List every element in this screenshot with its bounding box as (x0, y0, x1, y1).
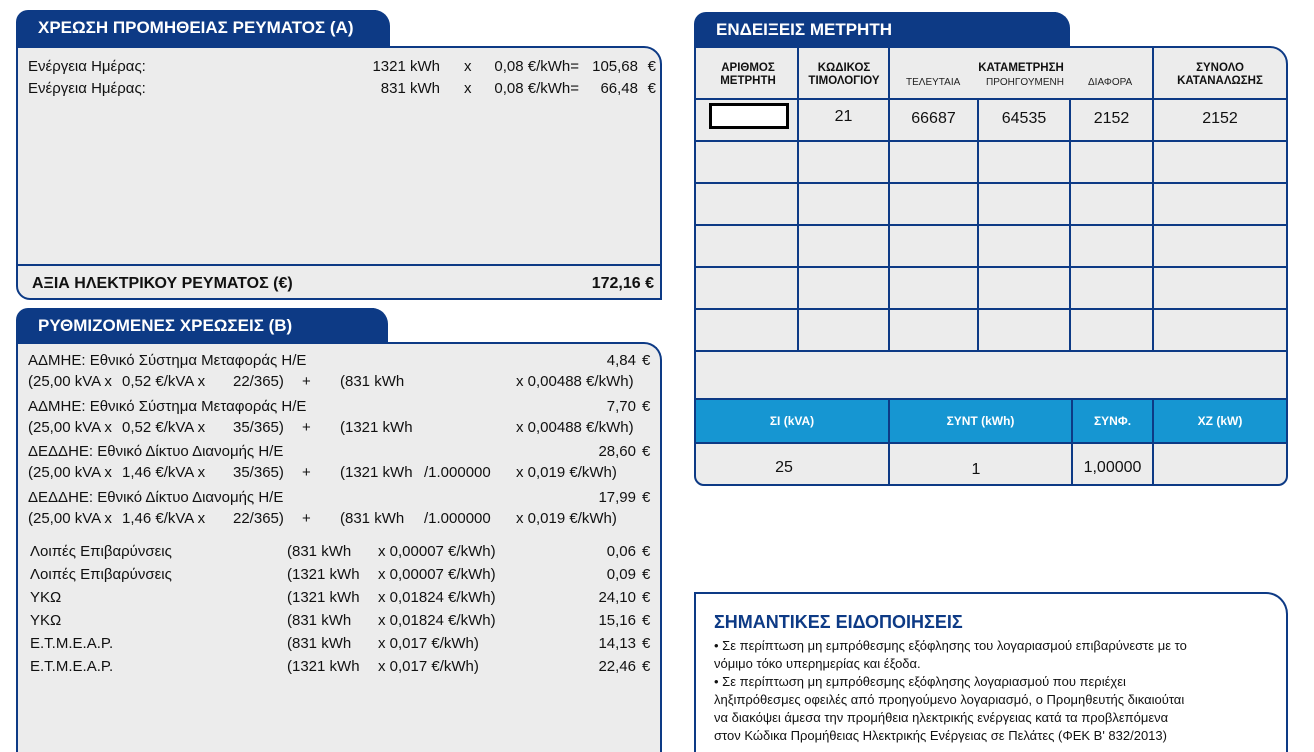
header-tariff-code: ΚΩΔΙΚΟΣ ΤΙΜΟΛΟΓΙΟΥ (808, 62, 880, 87)
grid-line (696, 98, 1286, 100)
other-currency: € (642, 543, 651, 560)
row-amount: 66,48 (600, 80, 638, 97)
group-plus: + (302, 464, 311, 481)
notices-title: ΣΗΜΑΝΤΙΚΕΣ ΕΙΔΟΠΟΙΗΣΕΙΣ (714, 612, 963, 632)
row-amount: 105,68 (592, 58, 638, 75)
grid-line (696, 398, 1286, 400)
panel-b-title (16, 308, 374, 344)
group-kwh: (1321 kWh (340, 419, 413, 436)
other-label: Ε.Τ.Μ.Ε.Α.Ρ. (30, 658, 114, 675)
other-amount: 24,10 (598, 589, 636, 606)
other-label: ΥΚΩ (30, 612, 62, 629)
grid-line (696, 350, 1286, 352)
group-kva: (25,00 kVA x (28, 373, 112, 390)
grid-line (977, 98, 979, 352)
row-currency: € (647, 80, 656, 97)
group-kwh: (1321 kWh (340, 464, 413, 481)
group-label: ΔΕΔΔΗΕ: Εθνικό Δίκτυο Διανομής Η/Ε (28, 489, 284, 506)
other-currency: € (642, 658, 651, 675)
header-difference: ΔΙΑΦΟΡΑ (1088, 77, 1133, 88)
grid-line (797, 48, 799, 352)
group-currency: € (642, 352, 651, 369)
meter-title (694, 12, 1056, 48)
other-kwh: (1321 kWh (287, 566, 360, 583)
other-label: Λοιπές Επιβαρύνσεις (30, 543, 172, 560)
group-kva-rate: 0,52 €/kVA x (122, 373, 206, 390)
panel-a-title (16, 10, 376, 46)
grid-line (1069, 98, 1071, 352)
other-rate: x 0,01824 €/kWh) (378, 589, 496, 606)
other-amount: 0,09 (606, 566, 636, 583)
cell-total: 2152 (1202, 110, 1238, 127)
group-kva-rate: 1,46 €/kVA x (122, 510, 206, 527)
row-rate: 0,08 €/kWh= (494, 80, 579, 97)
group-label: ΔΕΔΔΗΕ: Εθνικό Δίκτυο Διανομής Η/Ε (28, 443, 284, 460)
group-divisor: /1.000000 (424, 464, 491, 481)
group-days: 22/365) (233, 373, 284, 390)
other-kwh: (831 kWh (287, 635, 352, 652)
grid-line (696, 182, 1286, 184)
header-total-consumption: ΣΥΝΟΛΟ ΚΑΤΑΝΑΛΩΣΗΣ (1177, 62, 1263, 87)
total-value: 172,16 € (591, 275, 654, 292)
other-label: Λοιπές Επιβαρύνσεις (30, 566, 172, 583)
notice-line: • Σε περίπτωση μη εμπρόθεσμης εξόφλησης του λογαριασμού επιβαρύνεστε με το (714, 638, 1187, 653)
group-currency: € (642, 398, 651, 415)
cell-last-reading: 66687 (911, 110, 956, 127)
group-plus: + (302, 373, 311, 390)
row-x: x (464, 58, 472, 75)
other-rate: x 0,01824 €/kWh) (378, 612, 496, 629)
group-label: ΑΔΜΗΕ: Εθνικό Σύστημα Μεταφοράς Η/Ε (28, 398, 307, 415)
cell-tariff-code: 21 (834, 108, 853, 125)
group-kva: (25,00 kVA x (28, 510, 112, 527)
group-currency: € (642, 443, 651, 460)
cell-difference: 2152 (1093, 110, 1130, 127)
group-kva: (25,00 kVA x (28, 464, 112, 481)
redacted-meter-number (709, 103, 789, 129)
group-kwh-rate: x 0,00488 €/kWh) (516, 373, 634, 390)
other-kwh: (1321 kWh (287, 658, 360, 675)
notice-line: ληξιπρόθεσμες οφειλές από προηγούμενο λογαριασμό, ο Προμηθευτής δικαιούται (714, 692, 1185, 707)
group-amount: 4,84 (606, 352, 636, 369)
row-label: Ενέργεια Ημέρας: (28, 58, 146, 75)
row-currency: € (647, 58, 656, 75)
cell-previous-reading: 64535 (1001, 110, 1047, 127)
grid-line (696, 442, 1286, 444)
total-label: ΑΞΙΑ ΗΛΕΚΤΡΙΚΟΥ ΡΕΥΜΑΤΟΣ (€) (32, 275, 293, 292)
grid-line (696, 266, 1286, 268)
other-rate: x 0,017 €/kWh) (378, 635, 479, 652)
other-amount: 0,06 (606, 543, 636, 560)
other-amount: 22,46 (598, 658, 636, 675)
other-rate: x 0,017 €/kWh) (378, 658, 479, 675)
other-amount: 15,16 (598, 612, 636, 629)
cell-synf: 1,00000 (1083, 459, 1142, 476)
other-currency: € (642, 566, 651, 583)
other-rate: x 0,00007 €/kWh) (378, 566, 496, 583)
other-currency: € (642, 589, 651, 606)
other-rate: x 0,00007 €/kWh) (378, 543, 496, 560)
row-qty: 1321 kWh (372, 58, 440, 75)
grid-line (696, 308, 1286, 310)
meter-title-text: ΕΝΔΕΙΞΕΙΣ ΜΕΤΡΗΤΗ (716, 20, 892, 39)
header-previous: ΠΡΟΗΓΟΥΜΕΝΗ (986, 77, 1064, 88)
other-label: ΥΚΩ (30, 589, 62, 606)
group-currency: € (642, 489, 651, 506)
header-xz: ΧΖ (kW) (1197, 414, 1243, 428)
group-kwh: (831 kWh (340, 510, 405, 527)
group-kva-rate: 1,46 €/kVA x (122, 464, 206, 481)
group-divisor: /1.000000 (424, 510, 491, 527)
cell-si: 25 (775, 459, 793, 476)
header-synf: ΣΥΝΦ. (1093, 414, 1132, 428)
other-kwh: (1321 kWh (287, 589, 360, 606)
group-amount: 17,99 (598, 489, 636, 506)
other-currency: € (642, 612, 651, 629)
group-kwh-rate: x 0,019 €/kWh) (516, 510, 617, 527)
header-si: ΣΙ (kVA) (769, 414, 815, 428)
group-kva: (25,00 kVA x (28, 419, 112, 436)
row-x: x (464, 80, 472, 97)
header-synt: ΣΥΝΤ (kWh) (946, 414, 1015, 428)
group-kva-rate: 0,52 €/kVA x (122, 419, 206, 436)
panel-a-row (28, 57, 658, 77)
other-currency: € (642, 635, 651, 652)
header-reading: ΚΑΤΑΜΕΤΡΗΣΗ (978, 62, 1064, 74)
divider (18, 264, 660, 266)
other-kwh: (831 kWh (287, 612, 352, 629)
panel-a-row (28, 79, 658, 99)
header-meter-number: ΑΡΙΘΜΟΣ ΜΕΤΡΗΤΗ (720, 62, 776, 87)
row-rate: 0,08 €/kWh= (494, 58, 579, 75)
row-qty: 831 kWh (380, 80, 440, 97)
panel-a (16, 46, 662, 300)
notice-line: να διακόψει άμεσα την προμήθεια ηλεκτρικής ενέργειας κατά τα προβλεπόμενα (714, 710, 1169, 725)
grid-line (696, 140, 1286, 142)
group-kwh-rate: x 0,019 €/kWh) (516, 464, 617, 481)
group-kwh: (831 kWh (340, 373, 405, 390)
other-label: Ε.Τ.Μ.Ε.Α.Ρ. (30, 635, 114, 652)
grid-line (696, 224, 1286, 226)
panel-a-title-text: ΧΡΕΩΣΗ ΠΡΟΜΗΘΕΙΑΣ ΡΕΥΜΑΤΟΣ (Α) (38, 18, 354, 37)
header-last: ΤΕΛΕΥΤΑΙΑ (906, 77, 961, 88)
row-label: Ενέργεια Ημέρας: (28, 80, 146, 97)
group-plus: + (302, 510, 311, 527)
panel-b-title-text: ΡΥΘΜΙΖΟΜΕΝΕΣ ΧΡΕΩΣΕΙΣ (Β) (38, 316, 293, 335)
other-amount: 14,13 (598, 635, 636, 652)
notice-line: • Σε περίπτωση μη εμπρόθεσμης εξόφλησης λογαριασμού που περιέχει (714, 674, 1126, 689)
notice-line: στον Κώδικα Προμήθειας Ηλεκτρικής Ενέργειας σε Πελάτες (ΦΕΚ Β' 832/2013) (714, 728, 1167, 743)
other-kwh: (831 kWh (287, 543, 352, 560)
group-days: 22/365) (233, 510, 284, 527)
group-amount: 7,70 (606, 398, 636, 415)
grid-line (1152, 48, 1154, 352)
group-plus: + (302, 419, 311, 436)
grid-line (888, 48, 890, 352)
group-kwh-rate: x 0,00488 €/kWh) (516, 419, 634, 436)
group-label: ΑΔΜΗΕ: Εθνικό Σύστημα Μεταφοράς Η/Ε (28, 352, 307, 369)
cell-synt: 1 (971, 461, 981, 478)
group-days: 35/365) (233, 419, 284, 436)
group-amount: 28,60 (598, 443, 636, 460)
notice-line: νόμιμο τόκο υπερημερίας και έξοδα. (714, 656, 921, 671)
important-notices (694, 592, 1288, 752)
group-days: 35/365) (233, 464, 284, 481)
